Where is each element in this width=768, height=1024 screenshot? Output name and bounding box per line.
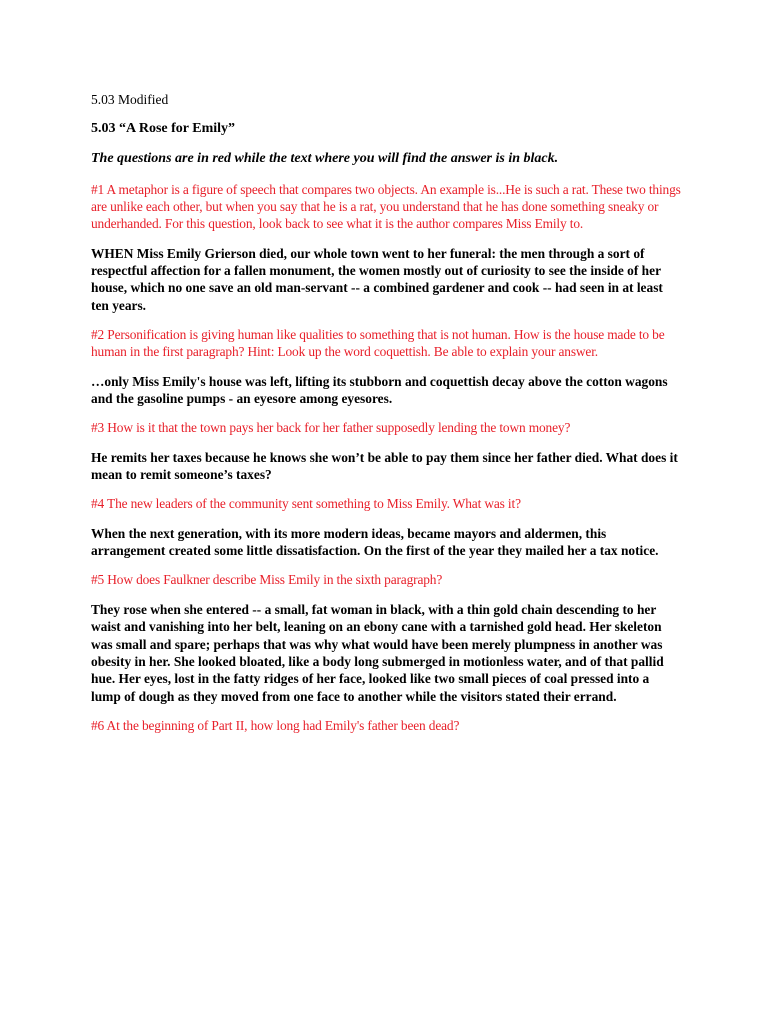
passage-4: When the next generation, with its more modern ideas, became mayors and aldermen, this arrangement created some little dissatisfaction. On the first of the year they mailed her a tax notice. — [91, 525, 659, 559]
passage-1: WHEN Miss Emily Grierson died, our whole town went to her funeral: the men through a sort of respectful affection for a fallen monument, the women mostly out of curiosity to see the inside of her house, which no one save an old man-servant -- a combined gardener and cook -- had seen in at least ten years. — [91, 245, 663, 313]
question-4: #4 The new leaders of the community sent something to Miss Emily. What was it? — [91, 496, 521, 512]
passage-3: He remits her taxes because he knows she won’t be able to pay them since her father died. What does it mean to remit someone’s taxes? — [91, 449, 678, 483]
document-label: 5.03 Modified — [91, 92, 169, 107]
instructions: The questions are in red while the text where you will find the answer is in black. — [91, 151, 559, 166]
question-6: #6 At the beginning of Part II, how long had Emily's father been dead? — [91, 718, 460, 734]
question-2: #2 Personification is giving human like qualities to something that is not human. How is the house made to be human in the first paragraph? Hint: Look up the word coquettish. Be able to explain your answer. — [91, 327, 665, 360]
passage-5: They rose when she entered -- a small, fat woman in black, with a thin gold chain descending to her waist and vanishing into her belt, leaning on an ebony cane with a tarnished gold head. Her skeleton was small and spare; perhaps that was why what would have been merely plumpness in another was obesity in her. She looked bloated, like a body long submerged in motionless water, and of that pallid hue. Her eyes, lost in the fatty ridges of her face, looked like two small pieces of coal pressed into a lump of dough as they moved from one face to another while the visitors stated their errand. — [91, 601, 664, 704]
passage-2: …only Miss Emily's house was left, lifting its stubborn and coquettish decay above the cotton wagons and the gasoline pumps - an eyesore among eyesores. — [91, 373, 668, 407]
question-5: #5 How does Faulkner describe Miss Emily in the sixth paragraph? — [91, 572, 443, 588]
question-3: #3 How is it that the town pays her back for her father supposedly lending the town money? — [91, 420, 571, 436]
document-title: 5.03 “A Rose for Emily” — [91, 121, 236, 136]
question-1: #1 A metaphor is a figure of speech that compares two objects. An example is...He is such a rat. These two things are unlike each other, but when you say that he is a rat, you understand that he has done something sneaky or underhanded. For this question, look back to see what it is the author compares Miss Emily to. — [91, 182, 681, 232]
